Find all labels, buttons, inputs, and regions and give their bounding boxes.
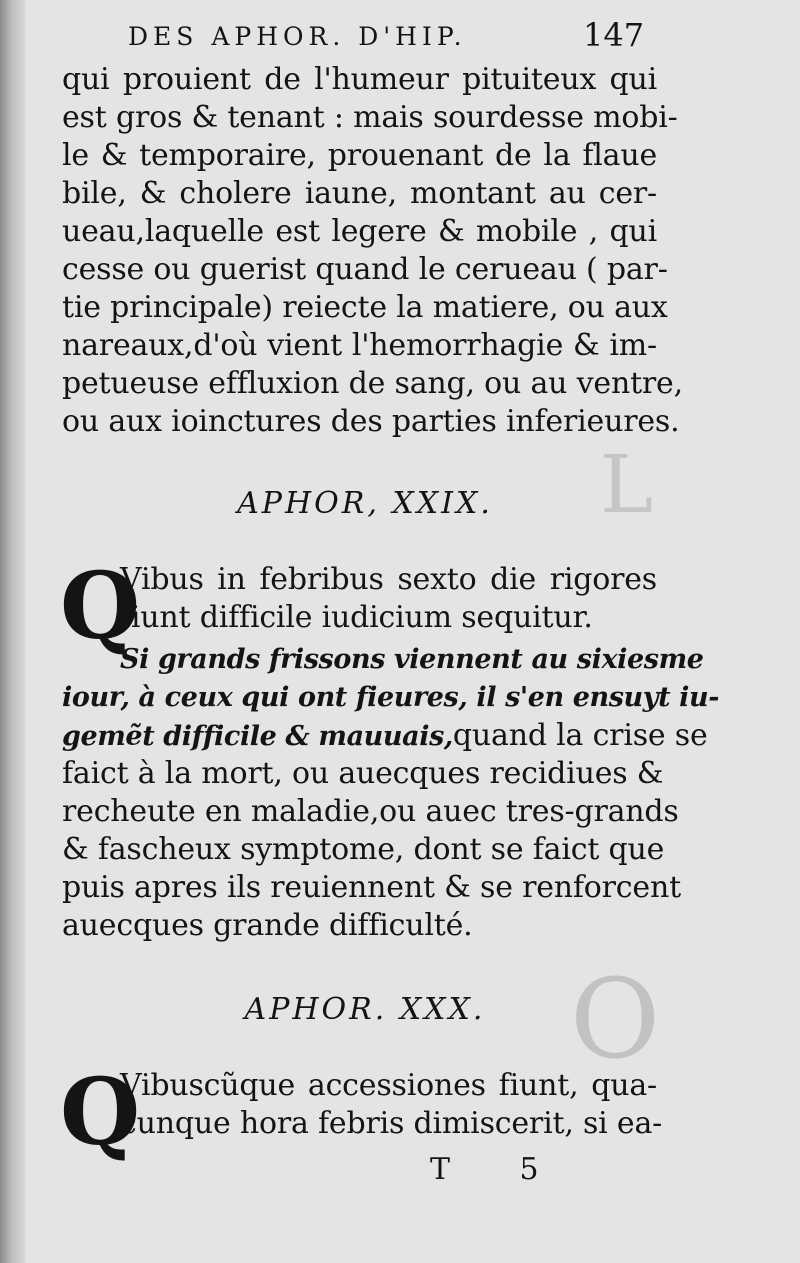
text-line: puis apres ils reuiennent & se renforcent — [62, 870, 681, 905]
latin-line: cunque hora febris dimiscerit, si ea- — [120, 1106, 663, 1141]
aphorism-heading-text: APHOR. XXX. — [244, 992, 486, 1027]
text-line: le & temporaire, prouenant de la flaue — [62, 138, 657, 173]
latin-line: fiunt difficile iudicium sequitur. — [120, 600, 593, 635]
text-line: nareaux,d'où vient l'hemorrhagie & im- — [62, 328, 657, 363]
mixed-line — [62, 718, 708, 755]
aphorism-heading — [0, 992, 730, 1027]
drop-cap: Q — [60, 552, 141, 660]
text-line: recheute en maladie,ou auec tres-grands — [62, 794, 679, 829]
text-line: faict à la mort, ou auecques recidiues & — [62, 756, 664, 791]
text-line: tie principale) reiecte la matiere, ou aux — [62, 290, 668, 325]
aphorism-heading — [0, 486, 730, 521]
italic-line: Si grands frissons viennent au sixiesme — [120, 644, 704, 675]
text-line: ueau,laquelle est legere & mobile , qui — [62, 214, 657, 249]
text-line: & fascheux symptome, dont se faict que — [62, 832, 665, 867]
text-line: bile, & cholere iaune, montant au cer- — [62, 176, 657, 211]
aphorism-heading-text: APHOR, XXIX. — [237, 486, 493, 521]
show-through-letter: L — [600, 438, 654, 531]
italic-fragment: gemẽt difficile & mauuais, — [62, 721, 453, 752]
page-number: 147 — [583, 16, 645, 54]
signature-mark: T 5 — [430, 1152, 569, 1187]
drop-cap: Q — [60, 1058, 141, 1166]
text-line: auecques grande difficulté. — [62, 908, 473, 943]
latin-line: Vibus in febribus sexto die rigores — [120, 562, 657, 597]
italic-line: iour, à ceux qui ont fieures, il s'en ensuyt iu- — [62, 682, 720, 713]
text-line: petueuse effluxion de sang, ou au ventre, — [62, 366, 683, 401]
page-gutter-shadow — [0, 0, 26, 1263]
roman-fragment: quand la crise se — [452, 718, 708, 753]
show-through-letter: O — [570, 955, 661, 1083]
text-line: est gros & tenant : mais sourdesse mobi- — [62, 100, 678, 135]
text-line: qui prouient de l'humeur pituiteux qui — [62, 62, 657, 97]
latin-line: Vibuscũque accessiones fiunt, qua- — [120, 1068, 657, 1103]
text-line: ou aux ioinctures des parties inferieures. — [62, 404, 680, 439]
running-head: DES APHOR. D'HIP. — [128, 22, 467, 51]
text-line: cesse ou guerist quand le cerueau ( par- — [62, 252, 668, 287]
